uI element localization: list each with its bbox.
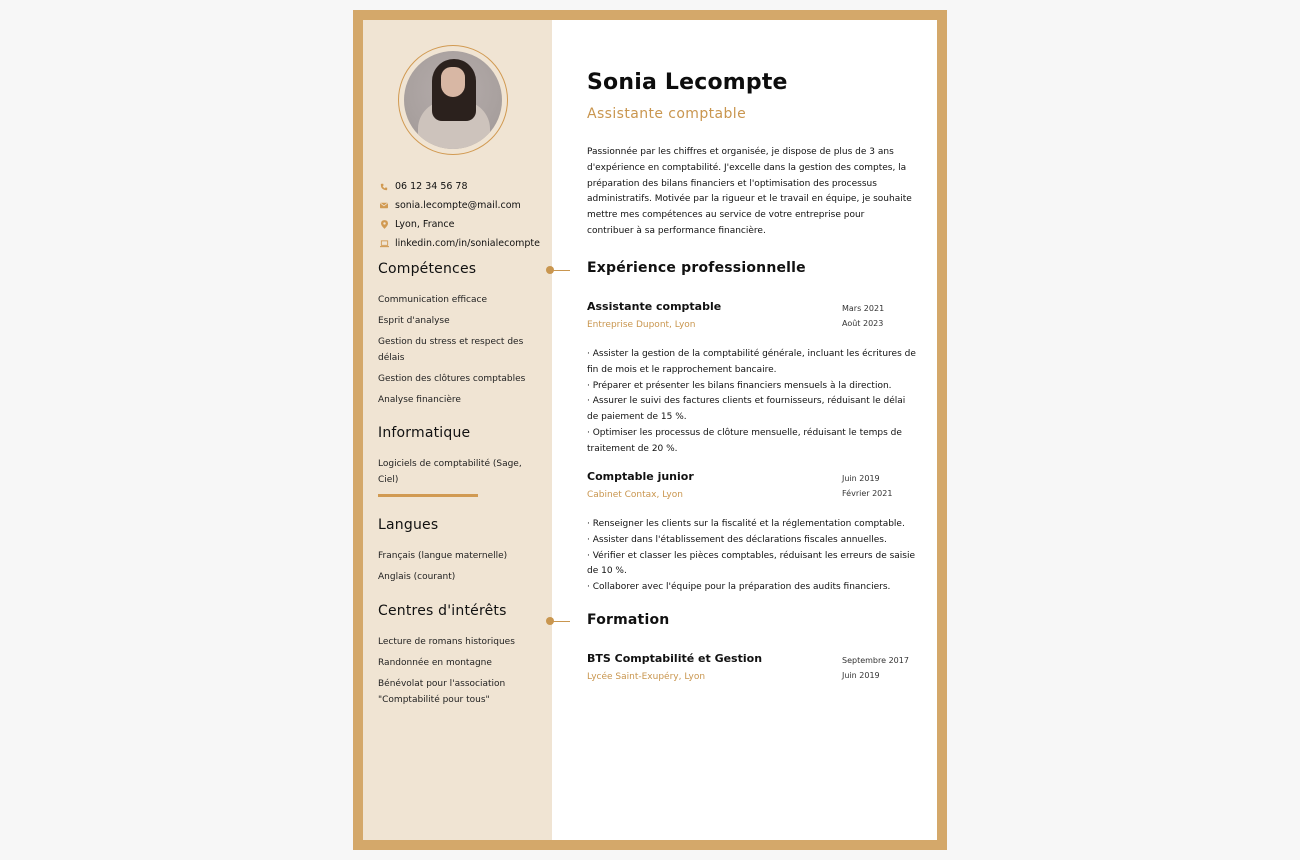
education-title: Formation	[587, 612, 670, 628]
job-title: Comptable junior	[587, 470, 694, 483]
contact-phone-text: 06 12 34 56 78	[395, 181, 468, 192]
contact-linkedin[interactable]	[379, 234, 540, 253]
section-connector	[546, 266, 570, 274]
school-name: Lycée Saint-Exupéry, Lyon	[587, 672, 706, 682]
languages-title: Langues	[378, 517, 439, 533]
job-dates	[842, 472, 917, 501]
main-content	[552, 20, 937, 840]
job-bullet: · Vérifier et classer les pièces comptables, réduisant les erreurs de saisie de 10 %.	[587, 550, 916, 577]
interest-item: Lecture de romans historiques	[378, 637, 515, 647]
profile-photo	[404, 51, 502, 149]
interest-item: Bénévolat pour l'association "Comptabilité pour tous"	[378, 679, 506, 705]
job-start-date: Juin 2019	[842, 474, 880, 483]
experience-title: Expérience professionnelle	[587, 260, 806, 276]
experience-entry	[587, 300, 917, 458]
connector-line	[552, 270, 570, 271]
job-dates	[842, 302, 917, 331]
sidebar	[363, 20, 552, 840]
interests-title: Centres d'intérêts	[378, 603, 507, 619]
skill-item: Analyse financière	[378, 395, 461, 405]
contact-phone	[379, 177, 540, 196]
candidate-name: Sonia Lecompte	[587, 70, 788, 95]
profile-photo-ring	[398, 45, 508, 155]
job-bullet: · Assurer le suivi des factures clients et fournisseurs, réduisant le délai de paiement de 15 %.	[587, 396, 906, 423]
it-title: Informatique	[378, 425, 471, 441]
language-item: Anglais (courant)	[378, 572, 456, 582]
skill-item: Gestion des clôtures comptables	[378, 374, 526, 384]
resume-frame	[353, 10, 947, 850]
job-bullets	[587, 347, 917, 458]
candidate-job-title: Assistante comptable	[587, 106, 747, 122]
skill-item: Communication efficace	[378, 295, 487, 305]
connector-line	[552, 621, 570, 622]
education-entry	[587, 652, 917, 682]
photo-face	[441, 67, 465, 97]
section-divider	[378, 494, 478, 497]
job-end-date: Août 2023	[842, 318, 884, 328]
interest-item: Randonnée en montagne	[378, 658, 492, 668]
contact-list	[379, 177, 540, 253]
job-bullet: · Renseigner les clients sur la fiscalité et la réglementation comptable.	[587, 519, 905, 529]
job-company: Entreprise Dupont, Lyon	[587, 320, 696, 330]
education-end-date: Juin 2019	[842, 670, 880, 680]
job-bullet: · Préparer et présenter les bilans financiers mensuels à la direction.	[587, 380, 892, 391]
job-bullets	[587, 517, 917, 596]
job-bullet: · Optimiser les processus de clôture mensuelle, réduisant le temps de traitement de 20 %.	[587, 427, 902, 454]
skills-section	[378, 261, 543, 413]
it-item: Logiciels de comptabilité (Sage, Ciel)	[378, 459, 522, 485]
experience-entry	[587, 470, 917, 596]
job-bullet: · Collaborer avec l'équipe pour la préparation des audits financiers.	[587, 582, 891, 593]
skill-item: Gestion du stress et respect des délais	[378, 337, 524, 363]
contact-email-text: sonia.lecompte@mail.com	[395, 200, 521, 211]
resume-page	[363, 20, 937, 840]
job-company: Cabinet Contax, Lyon	[587, 490, 683, 500]
it-section	[378, 425, 543, 497]
phone-icon	[379, 182, 389, 192]
education-dates	[842, 654, 917, 683]
skills-title: Compétences	[378, 261, 477, 277]
skill-item: Esprit d'analyse	[378, 316, 450, 326]
job-bullet: · Assister dans l'établissement des déclarations fiscales annuelles.	[587, 534, 887, 545]
profile-summary: Passionnée par les chiffres et organisée, je dispose de plus de 3 ans d'expérience en comptabilité. J'excelle dans la gestion des comptes, la préparation des bilans financiers et l'optimisation des processus administratifs. Motivée par la rigueur et le travail en équipe, je souhaite mettre mes compétences au service de votre entreprise pour contribuer à sa performance financière.	[587, 147, 912, 236]
section-connector	[546, 617, 570, 625]
laptop-icon	[379, 239, 389, 249]
job-start-date: Mars 2021	[842, 304, 885, 313]
contact-location-text: Lyon, France	[395, 219, 455, 230]
contact-email[interactable]	[379, 196, 540, 215]
mail-icon	[379, 201, 389, 211]
education-start-date: Septembre 2017	[842, 656, 909, 665]
interests-section	[378, 603, 543, 713]
languages-section	[378, 517, 543, 590]
contact-linkedin-text: linkedin.com/in/sonialecompte	[395, 238, 540, 249]
job-bullet: · Assister la gestion de la comptabilité générale, incluant les écritures de fin de mois et le rapprochement bancaire.	[587, 349, 916, 375]
job-title: Assistante comptable	[587, 300, 722, 313]
degree-title: BTS Comptabilité et Gestion	[587, 652, 763, 665]
contact-location	[379, 215, 540, 234]
location-pin-icon	[379, 220, 389, 230]
job-end-date: Février 2021	[842, 488, 893, 498]
language-item: Français (langue maternelle)	[378, 551, 508, 561]
